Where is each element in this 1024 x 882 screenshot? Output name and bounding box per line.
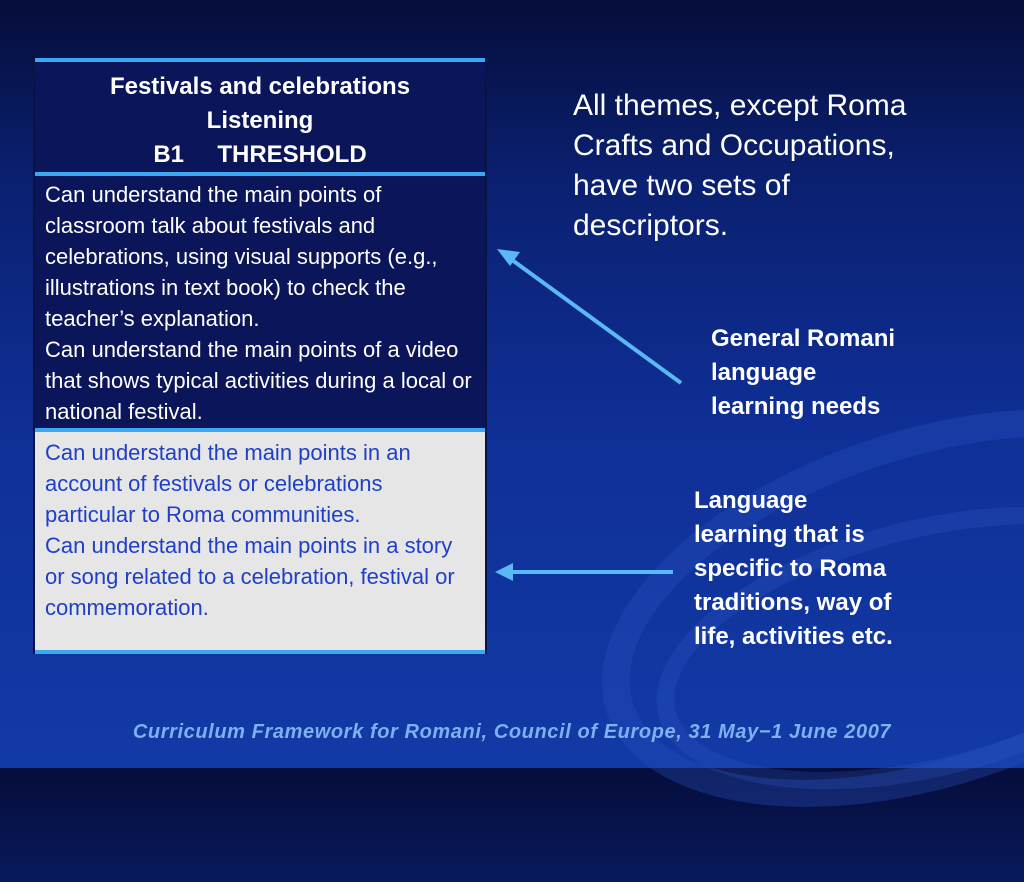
label-line: specific to Roma bbox=[694, 555, 887, 582]
specific-descriptor: Can understand the main points in a story or song related to a celebration, festival or commemoration. bbox=[45, 533, 455, 620]
label-line: learning needs bbox=[711, 393, 881, 420]
label-line: Language bbox=[694, 487, 808, 514]
label-line: language bbox=[711, 359, 817, 386]
general-arrow bbox=[497, 249, 681, 383]
specific-descriptor: Can understand the main points in an account of festivals or celebrations particular to Roma communities. bbox=[45, 440, 411, 527]
themes-note: All themes, except Roma Crafts and Occupations, have two sets of descriptors. bbox=[573, 89, 907, 242]
label-line: traditions, way of bbox=[694, 589, 892, 616]
specific-arrow bbox=[495, 563, 673, 581]
label-line: learning that is bbox=[694, 521, 865, 548]
slide-footer: Curriculum Framework for Romani, Council of Europe, 31 May−1 June 2007 bbox=[132, 721, 892, 743]
general-descriptor: Can understand the main points of a video that shows typical activities during a local or national festival. bbox=[45, 337, 472, 424]
general-descriptor: Can understand the main points of classroom talk about festivals and celebrations, using visual supports (e.g., illustrations in text book) to check the teacher’s explanation. bbox=[45, 182, 438, 331]
label-line: General Romani bbox=[711, 325, 896, 352]
header-title: Festivals and celebrations bbox=[109, 73, 411, 100]
header-skill: Listening bbox=[206, 107, 314, 134]
header-level: B1 THRESHOLD bbox=[153, 141, 367, 168]
label-line: life, activities etc. bbox=[694, 623, 893, 650]
